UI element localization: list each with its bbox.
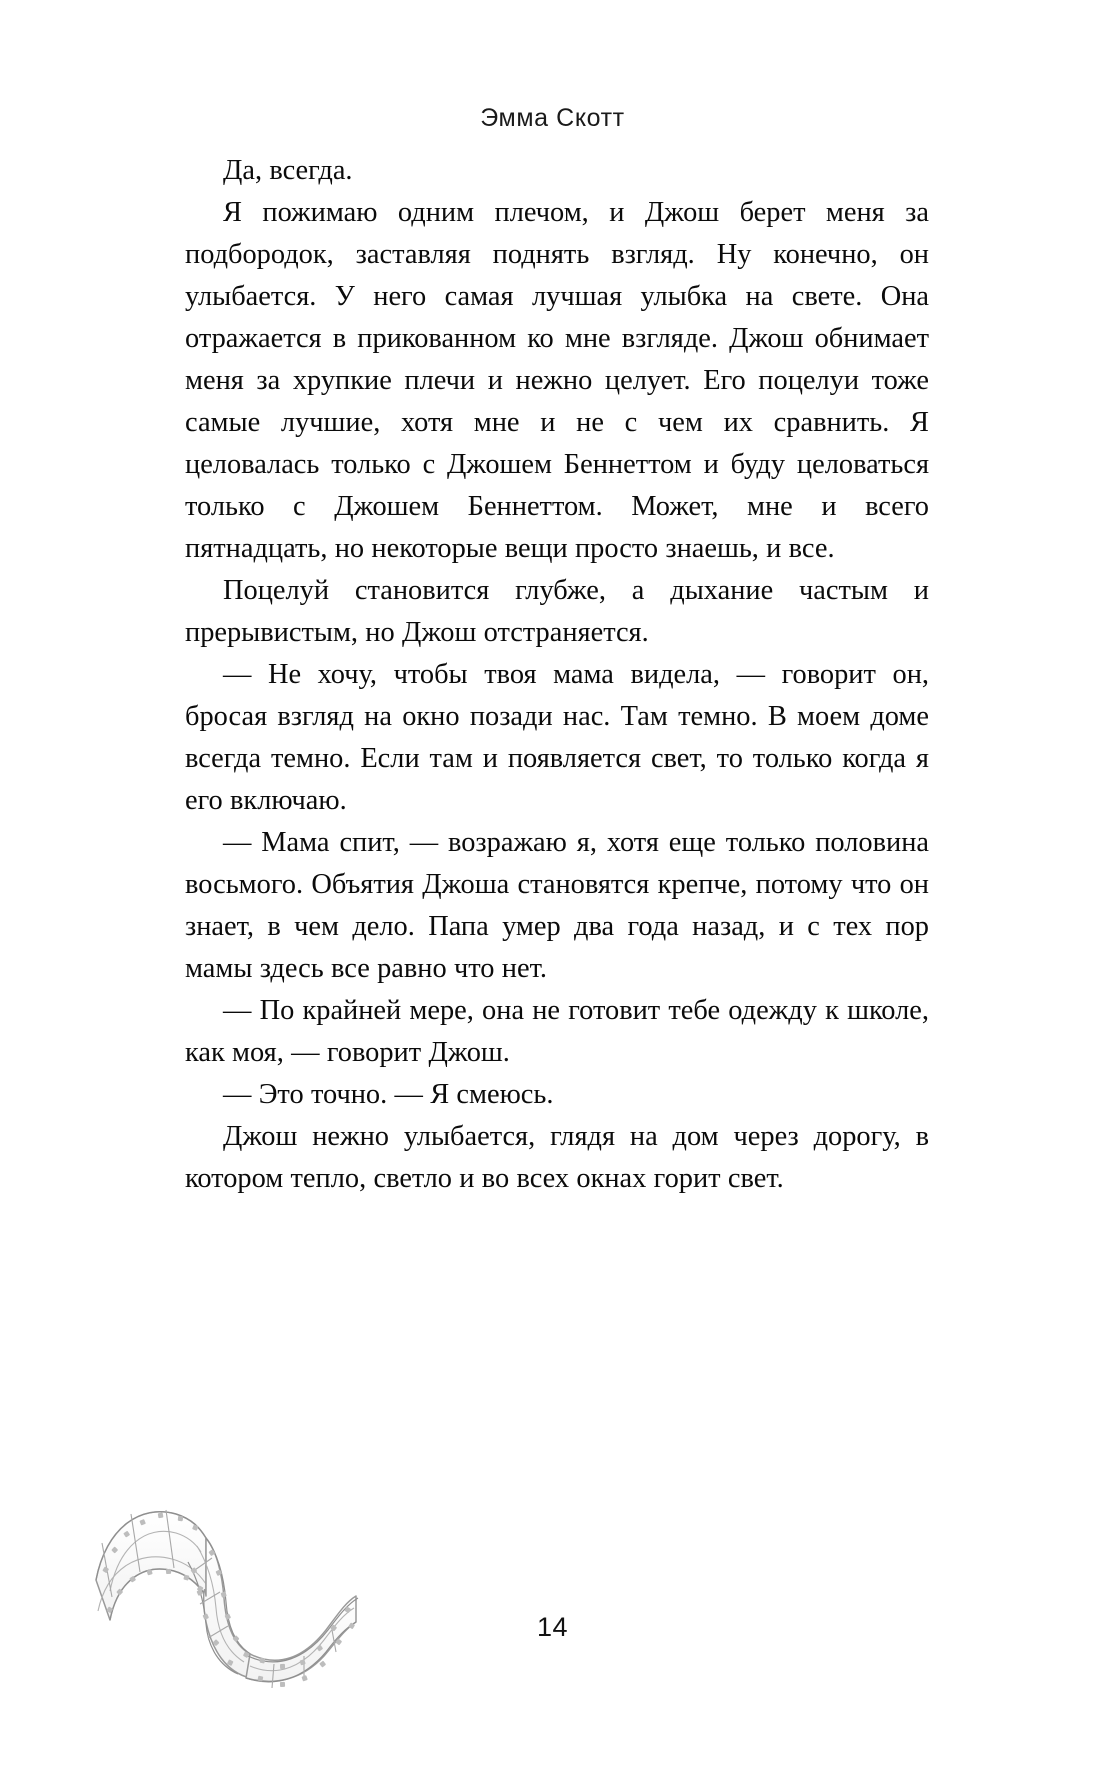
paragraph: Джош нежно улыбается, глядя на дом через дорогу, в котором тепло, светло и во всех окнах горит свет. (185, 1121, 929, 1194)
paragraph-dialogue: — Мама спит, — возражаю я, хотя еще только половина восьмого. Объятия Джоша становятся крепче, потому что он знает, в чем дело. Папа умер два года назад, и с тех пор мамы здесь все равно что нет. (185, 827, 929, 984)
page-number: 14 (536, 1612, 569, 1642)
paragraph-dialogue: — Это точно. — Я смеюсь. (223, 1079, 554, 1110)
body-text-column (185, 150, 929, 1200)
paragraph: Да, всегда. (223, 155, 353, 186)
running-head: Эмма Скотт (480, 104, 625, 132)
paragraph: Я пожимаю одним плечом, и Джош берет меня за подбородок, заставляя поднять взгляд. Ну конечно, он улыбается. У него самая лучшая улыбка на свете. Она отражается в прикованном ко мне взгляде. Джош обнимает меня за хрупкие плечи и нежно целует. Его поцелуи тоже самые лучшие, хотя мне и не с чем их сравнить. Я целовалась только с Джошем Беннеттом и буду целоваться только с Джошем Беннеттом. Может, мне и всего пятнадцать, но некоторые вещи просто знаешь, и все. (185, 197, 929, 564)
film-strip-icon (88, 1480, 368, 1695)
paragraph: Поцелуй становится глубже, а дыхание частым и прерывистым, но Джош отстраняется. (185, 575, 929, 648)
paragraph-dialogue: — Не хочу, чтобы твоя мама видела, — говорит он, бросая взгляд на окно позади нас. Там темно. В моем доме всегда темно. Если там и появляется свет, то только когда я его включаю. (185, 659, 929, 816)
paragraph-dialogue: — По крайней мере, она не готовит тебе одежду к школе, как моя, — говорит Джош. (185, 995, 929, 1068)
